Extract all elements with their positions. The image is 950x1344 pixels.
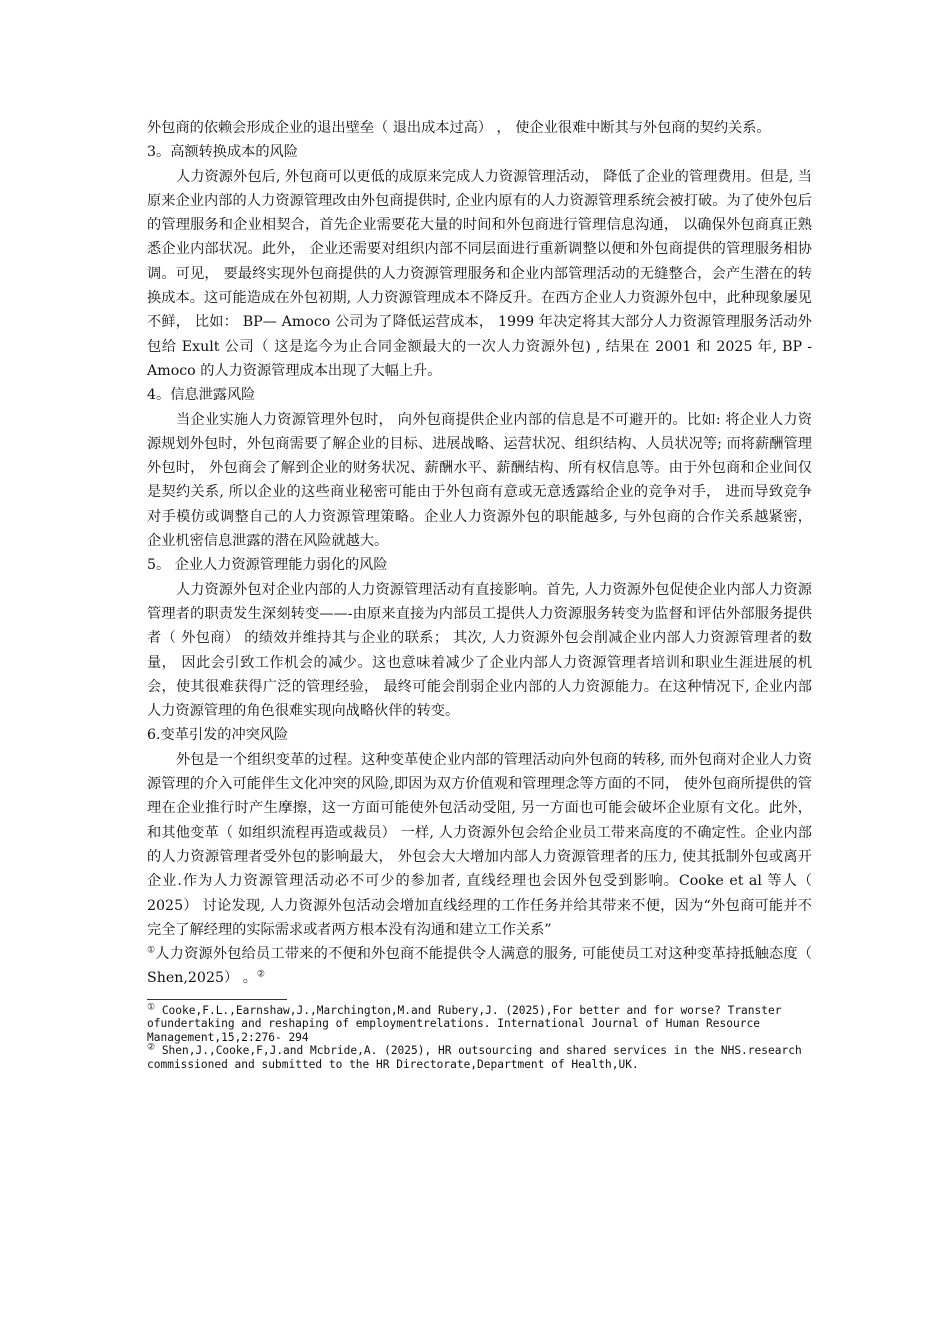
- footnotes: [147, 1001, 812, 1072]
- footnote-1-text: Cooke,F.L.,Earnshaw,J.,Marchington,M.and Rubery,J. (2025),For better and for worse? Transter ofundertaking and reshaping of employmentrelations. International Journal of Human Resource Management,15,2:276- 294: [147, 1003, 782, 1044]
- footnote-2-text: Shen,J.,Cooke,F,J.and Mcbride,A. (2025), HR outsourcing and shared services in the NHS.research commissioned and submitted to the HR Directorate,Department of Health,UK.: [147, 1044, 802, 1072]
- footnote-divider: [147, 999, 287, 1000]
- paragraph-closing-text: 人力资源外包给员工带来的不便和外包商不能提供令人满意的服务, 可能使员工对这种变革持抵触态度（ Shen,2025） 。: [147, 946, 812, 987]
- paragraph-switching-cost: 人力资源外包后, 外包商可以更低的成原来完成人力资源管理活动， 降低了企业的管理费用。但是, 当原来企业内部的人力资源管理改由外包商提供时, 企业内原有的人力资源管理系统会被打破。为了使外包后的管理服务和企业相契合，首先企业需要花大量的时间和外包商进行管理信息沟通， 以确保外包商真正熟悉企业内部状况。此外， 企业还需要对组织内部不同层面进行重新调整以便和外包商提供的管理服务相协调。可见， 要最终实现外包商提供的人力资源管理服务和企业内部管理活动的无缝整合，会产生潜在的转换成本。这可能造成在外包初期, 人力资源管理成本不降反升。在西方企业人力资源外包中，此种现象屡见不鲜， 比如： BP— Amoco 公司为了降低运营成本， 1999 年决定将其大部分人力资源管理服务活动外包给 Exult 公司（ 这是迄今为止合同金额最大的一次人力资源外包) , 结果在 2001 和 2025 年, BP - Amoco 的人力资源管理成本出现了大幅上升。: [147, 168, 812, 379]
- paragraph-continuation: 外包商的依赖会形成企业的退出壁垒（ 退出成本过高） ， 使企业很难中断其与外包商的契约关系。: [147, 120, 771, 136]
- document-body: [147, 116, 812, 1072]
- footnote-mark-1: ①: [147, 1001, 156, 1012]
- section-heading-4: 4。信息泄露风险: [147, 387, 256, 404]
- paragraph-info-leak: 当企业实施人力资源管理外包时， 向外包商提供企业内部的信息是不可避开的。比如: 将企业人力资源规划外包时，外包商需要了解企业的目标、进展战略、运营状况、组织结构、人员状况等; 而将薪酬管理外包时， 外包商会了解到企业的财务状况、薪酬水平、薪酬结构、所有权信息等。由于外包商和企业间仅是契约关系, 所以企业的这些商业秘密可能由于外包商有意或无意透露给企业的竞争对手， 进而导致竞争对手模仿或调整自己的人力资源管理策略。企业人力资源外包的职能越多, 与外包商的合作关系越紧密， 企业机密信息泄露的潜在风险就越大。: [147, 411, 812, 550]
- footnote-ref-2[interactable]: ②: [256, 969, 265, 980]
- paragraph-change-conflict-text: 外包是一个组织变革的过程。这种变革使企业内部的管理活动向外包商的转移, 而外包商对企业人力资源管理的介入可能伴生文化冲突的风险,即因为双方价值观和管理理念等方面的不同， 使外包商所提供的管理在企业推行时产生摩擦，这一方面可能使外包活动受阻, 另一方面也可能会破坏企业原有文化。此外， 和其他变革（ 如组织流程再造或裁员） 一样, 人力资源外包会给企业员工带来高度的不确定性。企业内部的人力资源管理者受外包的影响最大， 外包会大大增加内部人力资源管理者的压力, 使其抵制外包或离开企业.作为人力资源管理活动必不可少的参加者, 直线经理也会因外包受到影响。Cooke et al 等人（ 2025） 讨论发现, 人力资源外包活动会增加直线经理的工作任务并给其带来不便，因为“外包商可能并不完全了解经理的实际需求或者两方根本没有沟通和建立工作关系”: [147, 751, 812, 938]
- paragraph-change-conflict: [147, 748, 812, 991]
- section-heading-6: 6.变革引发的冲突风险: [147, 727, 289, 744]
- section-heading-3: 3。高额转换成本的风险: [147, 144, 298, 161]
- footnote-mark-2: ②: [147, 1042, 156, 1053]
- footnote-2: [147, 1044, 812, 1071]
- section-heading-5: 5。 企业人力资源管理能力弱化的风险: [147, 557, 388, 574]
- paragraph-capability-weakening: 人力资源外包对企业内部的人力资源管理活动有直接影响。首先, 人力资源外包促使企业内部人力资源管理者的职责发生深刻转变——-由原来直接为内部员工提供人力资源服务转变为监督和评估外部服务提供者（ 外包商） 的绩效并维持其与企业的联系； 其次, 人力资源外包会削减企业内部人力资源管理者的数量， 因此会引致工作机会的减少。这也意味着减少了企业内部人力资源管理者培训和职业生涯进展的机会，使其很难获得广泛的管理经验， 最终可能会削弱企业内部的人力资源能力。在这种情况下, 企业内部人力资源管理的角色很难实现向战略伙伴的转变。: [147, 581, 812, 720]
- footnote-ref-1[interactable]: ①: [147, 945, 156, 956]
- footnote-1: [147, 1001, 812, 1045]
